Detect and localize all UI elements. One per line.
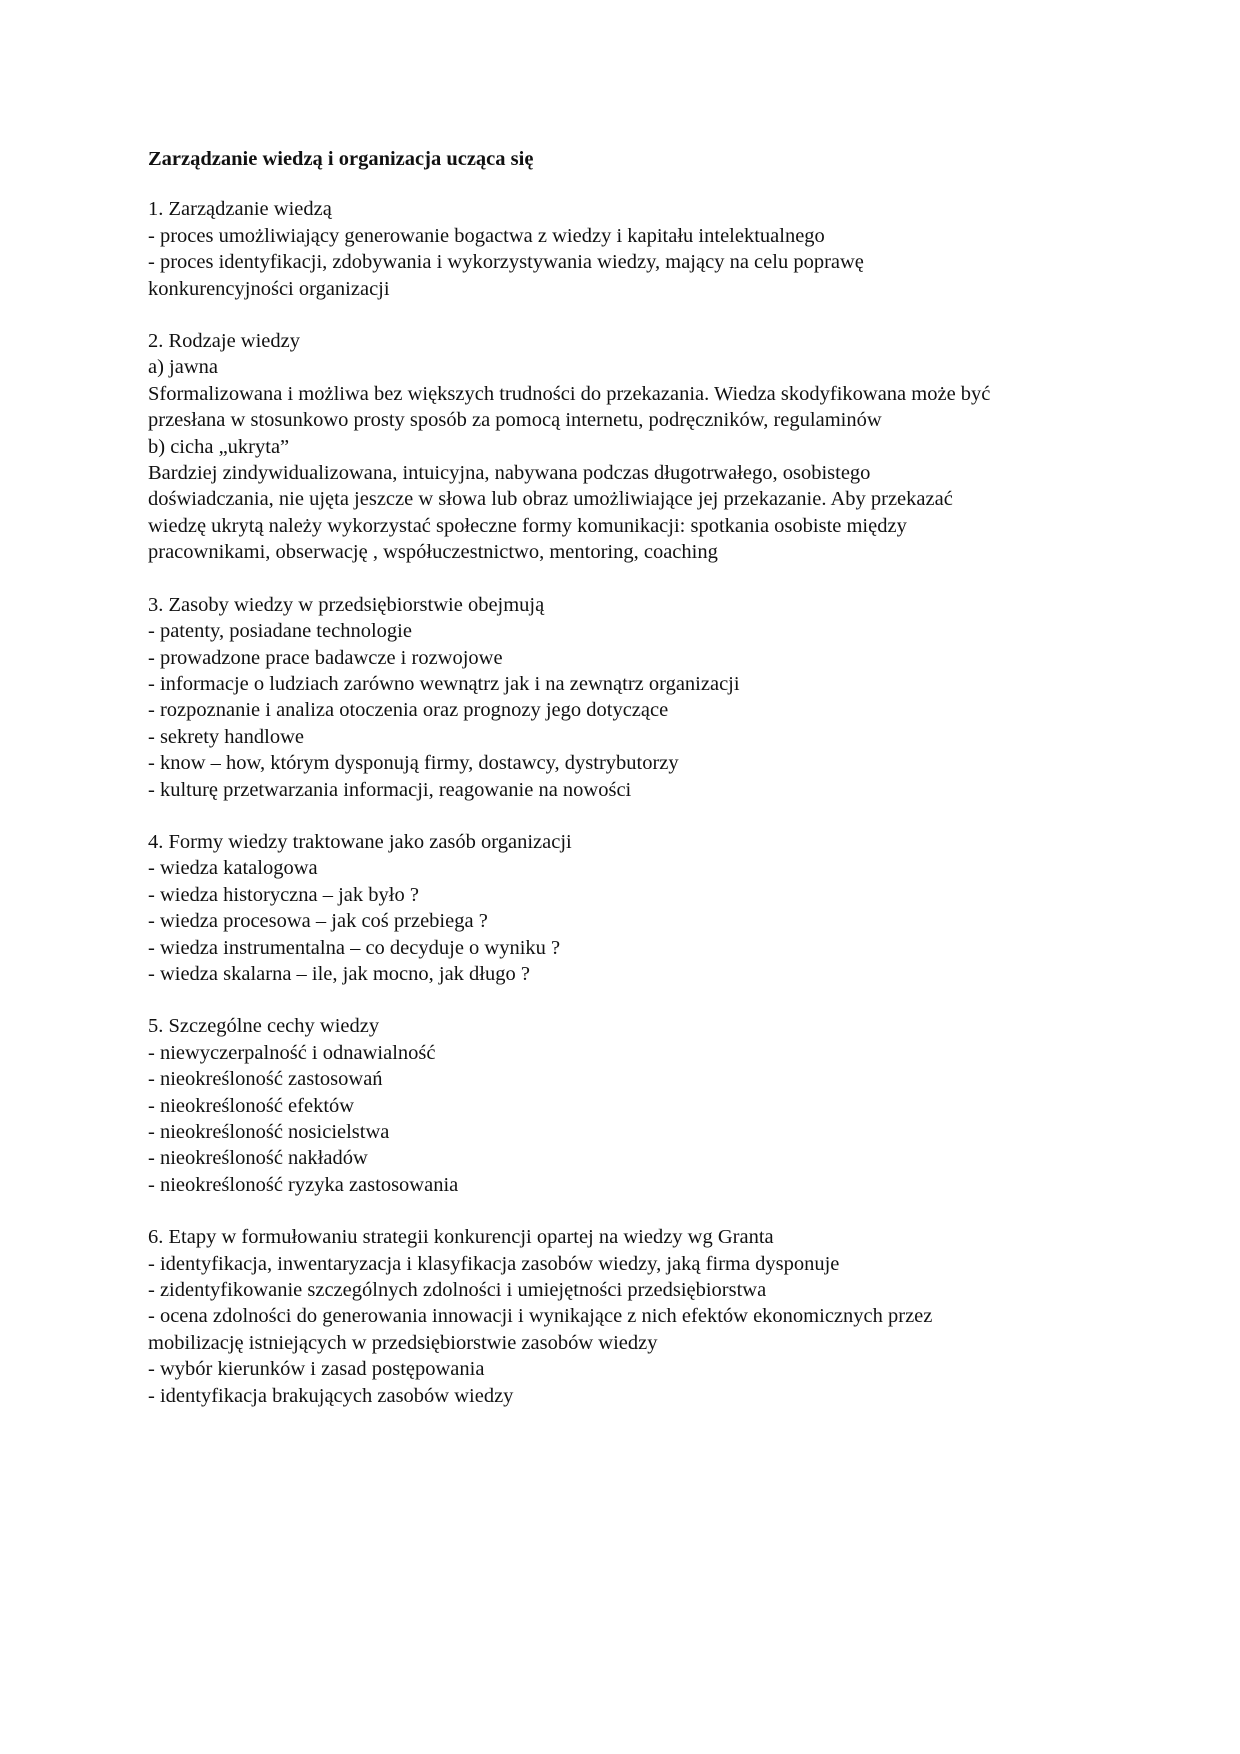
section-line: - wiedza katalogowa [148,857,318,880]
section-line: - proces umożliwiający generowanie bogactwa z wiedzy i kapitału intelektualnego [148,224,825,247]
section-gap [148,803,1108,829]
section-gap [148,566,1108,592]
section-line: doświadczania, nie ujęta jeszcze w słowa lub obraz umożliwiające jej przekazanie. Aby przekazać [148,488,953,511]
section-heading: 6. Etapy w formułowaniu strategii konkurencji opartej na wiedzy wg Granta [148,1226,774,1249]
document-page [148,146,1108,1409]
section-gap [148,1198,1108,1224]
section-heading: 3. Zasoby wiedzy w przedsiębiorstwie obejmują [148,593,545,616]
section-line: - zidentyfikowanie szczególnych zdolności i umiejętności przedsiębiorstwa [148,1279,767,1302]
section-2 [148,328,1108,566]
section-line: - nieokreśloność efektów [148,1094,355,1117]
section-line: - identyfikacja brakujących zasobów wiedzy [148,1384,514,1407]
section-line: - niewyczerpalność i odnawialność [148,1041,436,1064]
section-line: a) jawna [148,356,218,379]
section-line: - wiedza skalarna – ile, jak mocno, jak długo ? [148,962,530,985]
section-line: konkurencyjności organizacji [148,277,390,300]
section-gap [148,987,1108,1013]
section-line: - sekrety handlowe [148,725,304,748]
section-line: - proces identyfikacji, zdobywania i wykorzystywania wiedzy, mający na celu poprawę [148,251,864,274]
section-line: - nieokreśloność zastosowań [148,1068,383,1091]
section-line: - nieokreśloność ryzyka zastosowania [148,1173,459,1196]
section-5 [148,1013,1108,1198]
section-line: pracownikami, obserwację , współuczestnictwo, mentoring, coaching [148,541,718,564]
section-line: - nieokreśloność nakładów [148,1147,368,1170]
section-4 [148,829,1108,987]
section-line: - kulturę przetwarzania informacji, reagowanie na nowości [148,778,632,801]
section-line: - rozpoznanie i analiza otoczenia oraz prognozy jego dotyczące [148,699,669,722]
section-line: b) cicha „ukryta” [148,435,290,458]
section-line: wiedzę ukrytą należy wykorzystać społeczne formy komunikacji: spotkania osobiste między [148,514,907,537]
section-line: Sformalizowana i możliwa bez większych trudności do przekazania. Wiedza skodyfikowana może być [148,382,991,405]
section-line: - wiedza procesowa – jak coś przebiega ? [148,910,488,933]
section-line: - identyfikacja, inwentaryzacja i klasyfikacja zasobów wiedzy, jaką firma dysponuje [148,1252,840,1275]
section-line: Bardziej zindywidualizowana, intuicyjna, nabywana podczas długotrwałego, osobistego [148,462,871,485]
section-line: - wiedza instrumentalna – co decyduje o wyniku ? [148,936,561,959]
section-line: - prowadzone prace badawcze i rozwojowe [148,646,503,669]
section-line: - wiedza historyczna – jak było ? [148,883,419,906]
section-1 [148,196,1108,302]
section-3 [148,592,1108,803]
section-heading: 2. Rodzaje wiedzy [148,330,300,353]
section-line: - know – how, którym dysponują firmy, dostawcy, dystrybutorzy [148,752,679,775]
section-line: - informacje o ludziach zarówno wewnątrz jak i na zewnątrz organizacji [148,672,740,695]
section-gap [148,302,1108,328]
section-heading: 4. Formy wiedzy traktowane jako zasób organizacji [148,830,572,853]
section-6 [148,1224,1108,1409]
section-line: - ocena zdolności do generowania innowacji i wynikające z nich efektów ekonomicznych przez [148,1305,933,1328]
section-line: mobilizację istniejących w przedsiębiorstwie zasobów wiedzy [148,1331,658,1354]
section-heading: 5. Szczególne cechy wiedzy [148,1015,380,1038]
section-line: - wybór kierunków i zasad postępowania [148,1358,485,1381]
section-line: - patenty, posiadane technologie [148,620,412,643]
section-line: - nieokreśloność nosicielstwa [148,1121,390,1143]
section-line: przesłana w stosunkowo prosty sposób za pomocą internetu, podręczników, regulaminów [148,409,882,432]
section-heading: 1. Zarządzanie wiedzą [148,198,332,221]
document-title: Zarządzanie wiedzą i organizacja ucząca się [148,148,534,170]
